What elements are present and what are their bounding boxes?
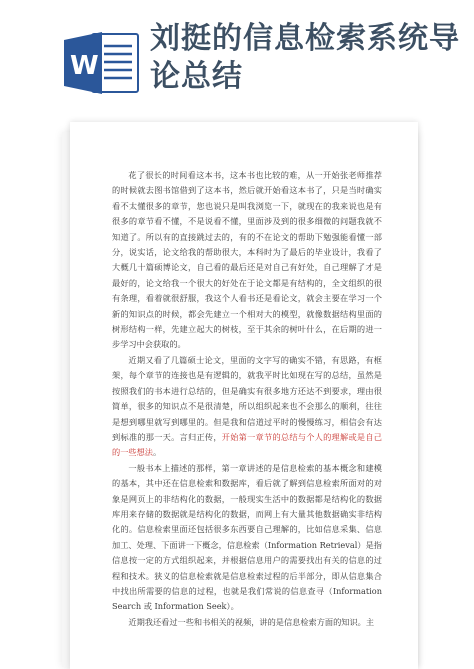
word-document-icon	[62, 30, 142, 96]
paragraph-2	[112, 353, 382, 461]
paragraph-2-tail: 。	[152, 447, 162, 458]
paragraph-3: 一般书本上描述的那样，第一章讲述的是信息检索的基本概念和建模的基本，其中还在信息检索和数据库，看后就了解到信息检索所面对的对象是网页上的非结构化的数据，一般现实生活中的数据都是结构化的数据库用来存储的数据就是结构化的数据，而网上有大量其他数据确实非结构化的。信息检索里面还包括很多东西要自己理解的，比如信息采集、信息加工、处理、下面讲一下概念，信息检索（Information Retrieval）是指信息按一定的方式组织起来，并根据信息用户的需要找出有关的信息的过程和技术。狭义的信息检索就是信息检索过程的后半部分，即从信息集合中找出所需要的信息的过程，也就是我们常说的信息查寻（Information Search 或 Information Seek）。	[112, 462, 382, 612]
paragraph-1: 花了很长的时间看这本书，这本书也比较的难，从一开始张老师推荐的时候就去图书馆借到了这本书，然后就开始看这本书了，只是当时确实看不太懂很多的章节，您也说只是叫我浏览一下，就现在的我来说也是有很多的章节看不懂，不是说看不懂，里面涉及到的很多细微的问题我就不知道了。所以有的直接跳过去的，有的不在论文的帮助下勉强能看懂一部分，说实话，论文给我的帮助很大，本科时为了最后的毕业设计，我看了大概几十篇硕博论文，自己看的最后还是对自己有好处，自己理解了才是最好的，论文给我一个很大的好处在于论文都是有结构的，全文组织的很有条理，看着就很舒服，我这个人看书还是看论文，就会主要在学习一个新的知识点的时候，都会先建立一个相对大的模型，就像数据结构里面的树形结构一样，先建立起大的树枝，至于其余的树叶什么，在后期的进一步学习中会获取的。	[112, 170, 382, 350]
document-title: 刘挺的信息检索系统导论总结	[150, 21, 460, 94]
document-page	[70, 122, 418, 669]
paragraph-2-text: 近期又看了几篇硕士论文，里面的文字写的确实不错，有思路，有框架，每个章节的连接也是有逻辑的，就我平时比如现在写的总结，虽然是按照我们的书本进行总结的，但是确实有很多地方还达不到要求，理由很简单，很多的知识点不是很清楚，所以组织起来也不会那么的顺利，往往是想到哪里就写到哪里的。但是我和信道过平时的慢慢练习，相信会有达到标准的那一天。言归正传，	[112, 354, 382, 442]
document-body	[112, 168, 382, 668]
paragraph-4: 近期我还看过一些和书相关的视频，讲的是信息检索方面的知识。主	[128, 616, 375, 627]
document-header	[0, 0, 474, 118]
svg-text:W: W	[70, 51, 99, 81]
highlighted-text: 开始第一章节的总结与个人的理解或是自己的一些想法	[112, 431, 382, 458]
